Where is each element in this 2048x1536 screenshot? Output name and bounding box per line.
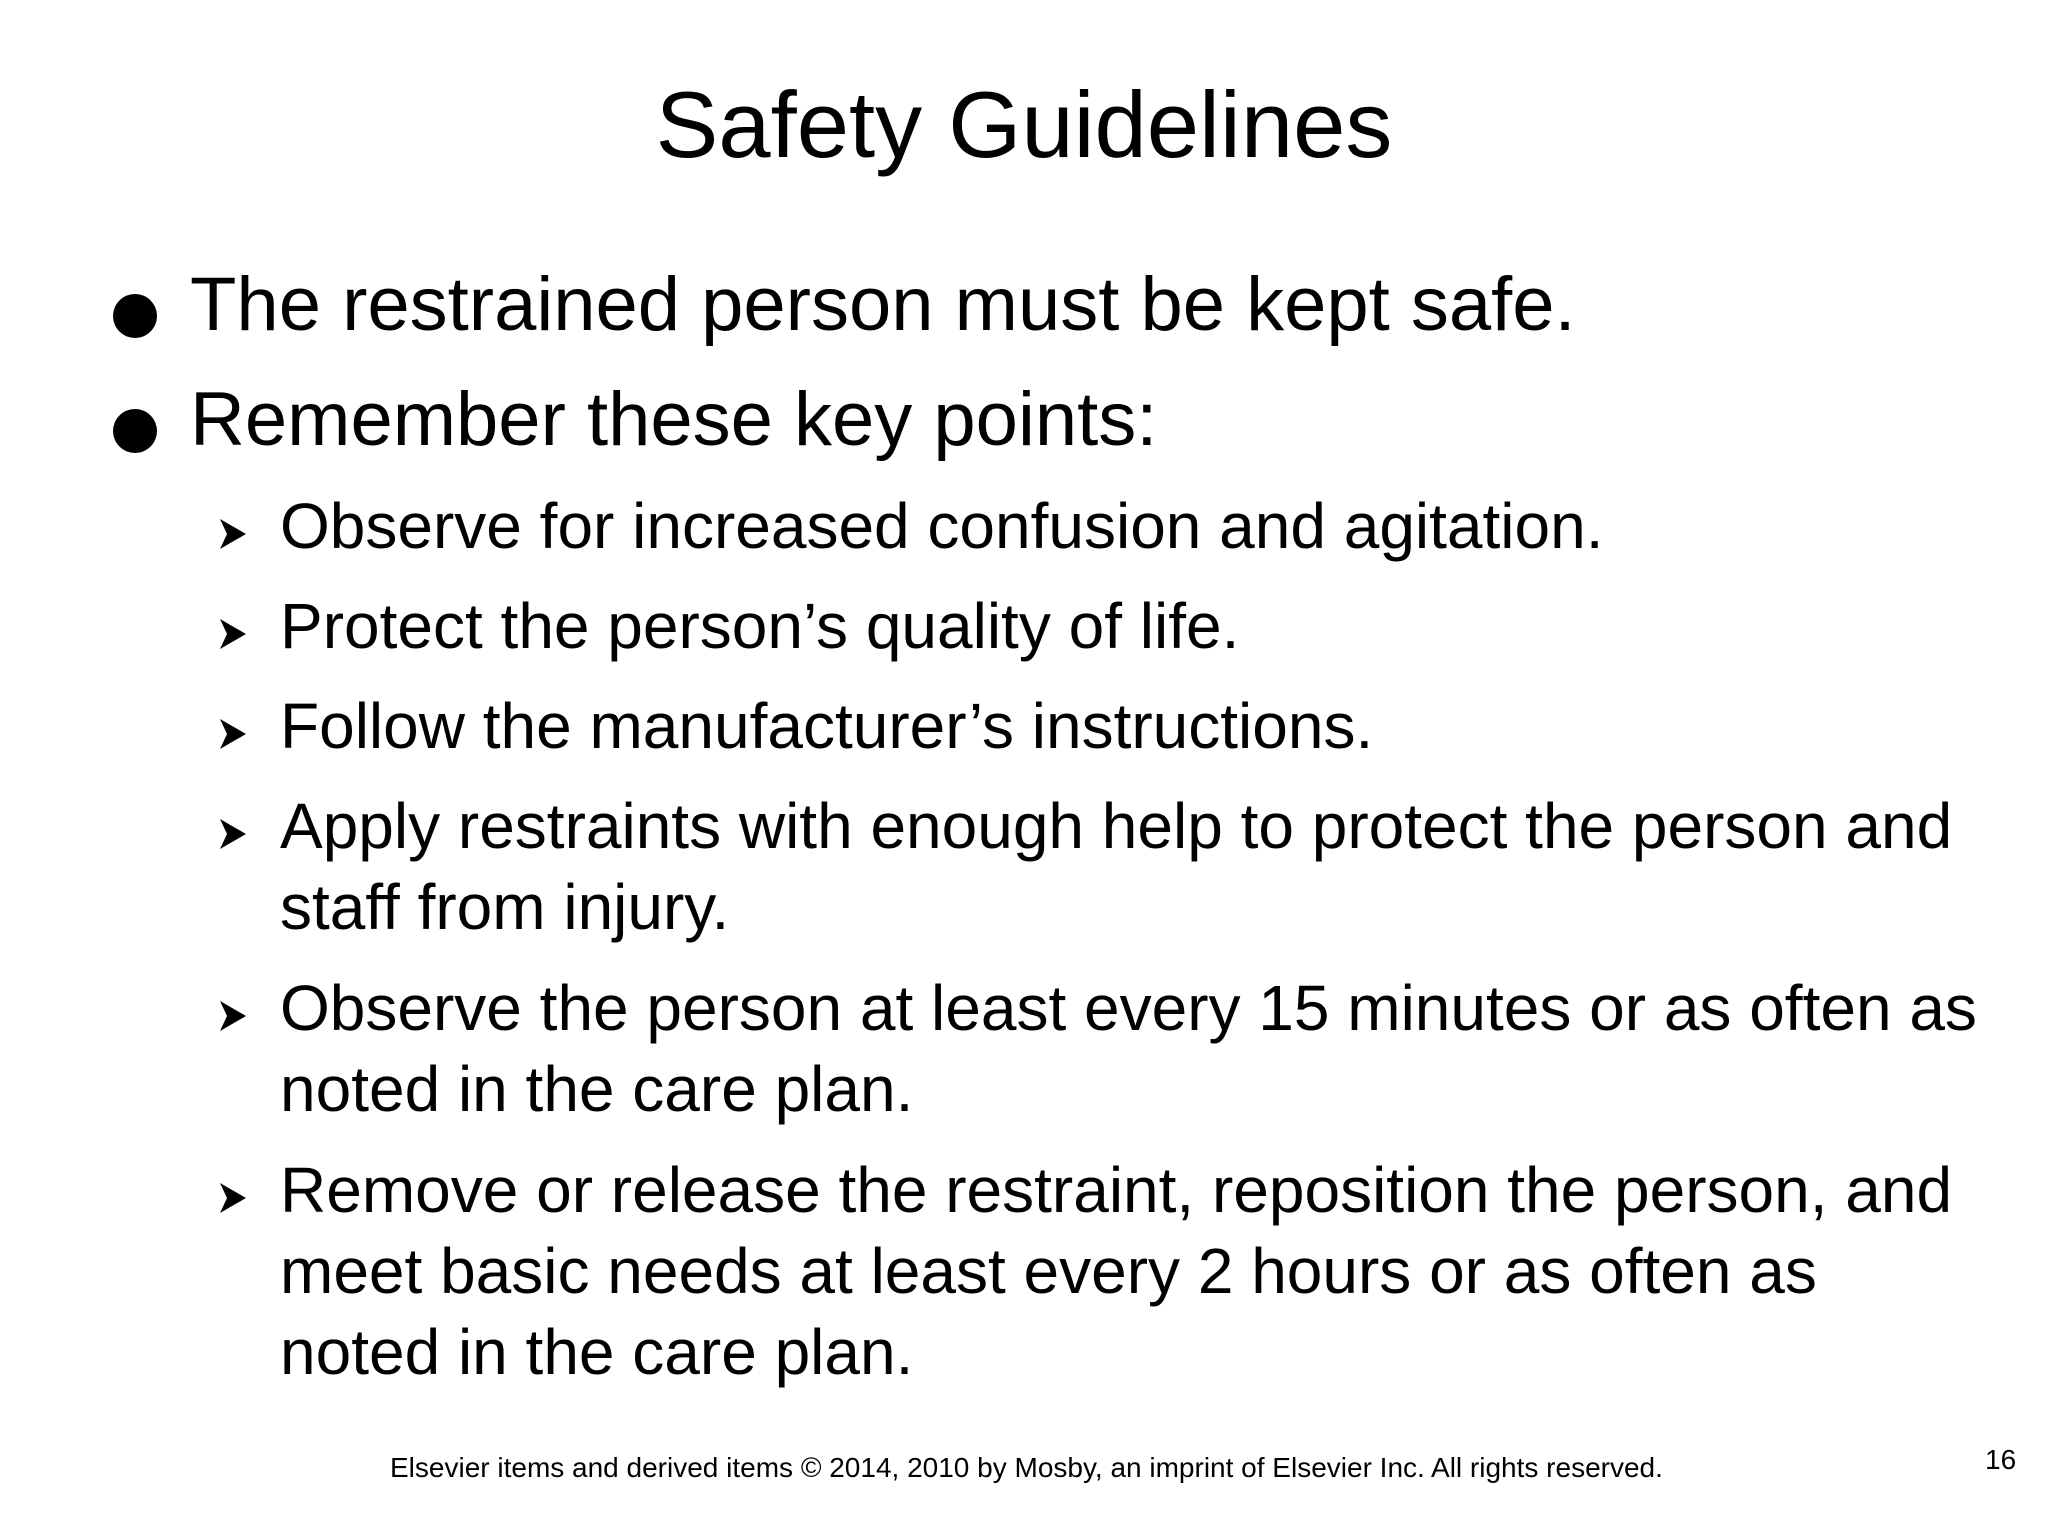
sub-bullet-text: Protect the person’s quality of life. <box>280 590 1240 662</box>
sub-bullet-text: Follow the manufacturer’s instructions. <box>280 690 1374 762</box>
sub-bullet-text: Observe the person at least every 15 minutes or as often as noted in the care plan. <box>280 972 1977 1125</box>
filled-circle-bullet-icon <box>113 409 157 453</box>
arrowhead-bullet-icon <box>218 616 248 652</box>
bullet-text: The restrained person must be kept safe. <box>190 262 1576 347</box>
arrowhead-bullet-icon <box>218 1180 248 1216</box>
page-number: 16 <box>1985 1444 2017 1475</box>
bullet-item <box>0 365 2048 475</box>
sub-bullet-text: Apply restraints with enough help to protect the person and staff from injury. <box>280 790 1953 943</box>
arrowhead-bullet-icon <box>218 516 248 552</box>
arrowhead-bullet-icon <box>218 998 248 1034</box>
bullet-text: Remember these key points: <box>190 377 1158 462</box>
arrowhead-bullet-icon <box>218 816 248 852</box>
sub-bullet-text: Remove or release the restraint, reposition the person, and meet basic needs at least every 2 hours or as often as noted in the care plan. <box>280 1154 1953 1388</box>
filled-circle-bullet-icon <box>113 294 157 338</box>
copyright-footer: Elsevier items and derived items © 2014, 2010 by Mosby, an imprint of Elsevier Inc. All rights reserved. <box>390 1452 1663 1483</box>
arrowhead-bullet-icon <box>218 716 248 752</box>
slide-title: Safety Guidelines <box>655 72 1393 177</box>
bullet-item <box>0 250 2048 360</box>
sub-bullet-text: Observe for increased confusion and agitation. <box>280 490 1604 562</box>
